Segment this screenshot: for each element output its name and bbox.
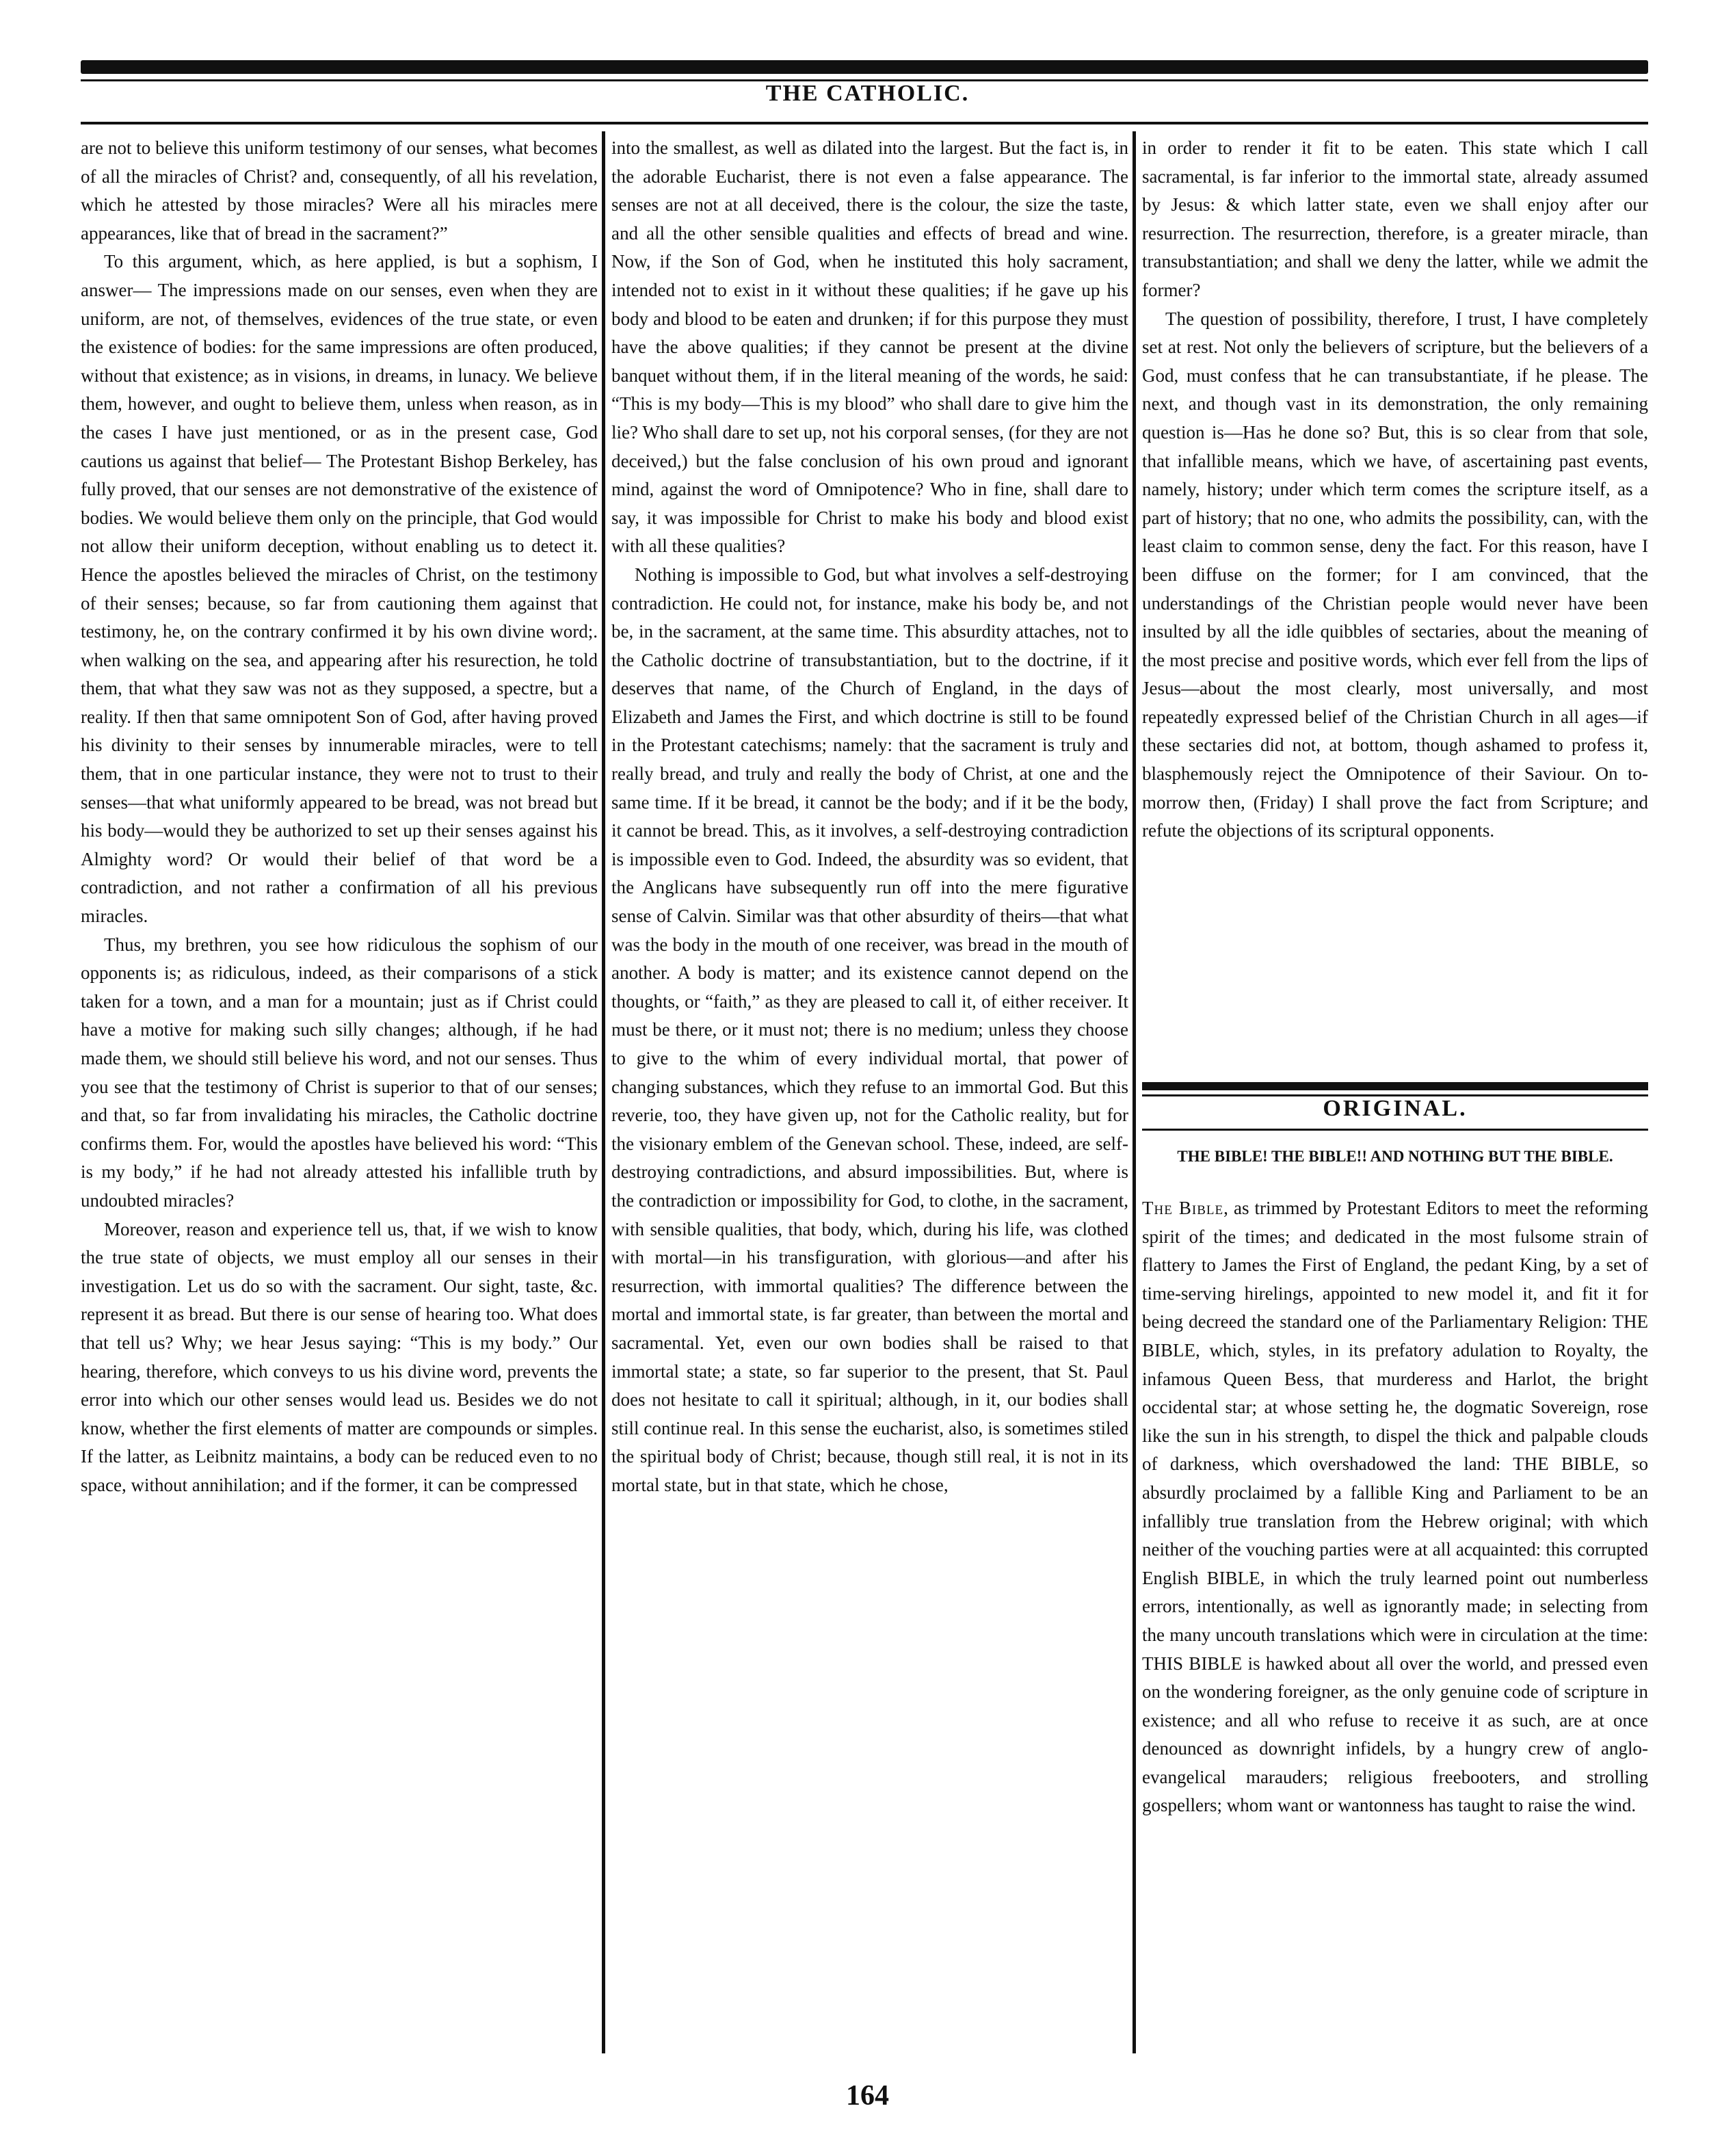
paragraph: Thus, my brethren, you see how ridiculous the sophism of our opponents is; as ridiculous, indeed, as their comparisons of a stick taken for a town, and a man for a mountain; just as if Christ could have a motive for making such silly changes; although, if he had made them, we should still believe his word, and not our senses. Thus you see that the testimony of Christ is superior to that of our senses; and that, so far from invalidating his miracles, the Catholic doctrine confirms them. For, would the apostles have believed his word: “This is my body,” if he had not already attested his infallible truth by undoubted miracles? (81, 934, 598, 1211)
column-divider-2 (1133, 131, 1136, 2053)
paragraph: The question of possibility, therefore, I trust, I have completely set at rest. Not only the believers of scripture, but the believers of a God, must confess that he can transubstantiate, if he please. The next, and though vast in its demonstration, the only remaining question is—Has he done so? But, this is so clear from that sole, that infallible means, which we have, of ascertaining past events, namely, history; under which term comes the scripture itself, as a part of history; that no one, who admits the possibility, can, with the least claim to common sense, deny the fact. For this reason, have I been diffuse on the former; for I am convinced, that the understandings of the Christian people would never have been insulted by all the idle quibbles of sectaries, about the meaning of the most precise and positive words, which ever fell from the lips of Jesus—about the most clearly, most universally, and most repeatedly expressed belief of the Christian Church in all ages—if these sectaries did not, at bottom, though ashamed to profess it, blasphemously reject the Omnipotence of their Saviour. On to-morrow then, (Friday) I shall prove the fact from Scripture; and refute the objections of its scriptural opponents. (1142, 308, 1648, 841)
paragraph: To this argument, which, as here applied, is but a sophism, I answer— The impressions made on our senses, even when they are uniform, are not, of themselves, evidences of the true state, or even the existence of bodies: for the same impressions are often produced, without that existence; as in visions, in dreams, in lunacy. We believe them, however, and ought to believe them, unless when reason, as in the cases I have just mentioned, or as in the present case, God cautions us against that belief— The Protestant Bishop Berkeley, has fully proved, that our senses are not demonstrative of the existence of bodies. We would believe them only on the principle, that God would not allow their uniform deception, without enabling us to detect it. Hence the apostles believed the miracles of Christ, on the testimony of their senses; because, so far from cautioning them against that testimony, he, on the contrary confirmed it by his own divine word;. when walking on the sea, and appearing after his resurection, he told them, that what they saw was not as they supposed, a spectre, but a reality. If then that same omnipotent Son of God, after having proved his divinity to their senses by innumerable miracles, were to tell them, that in one particular instance, they were not to trust to their senses—that what uniformly appeared to be bread, was not bread but his body—would they be authorized to set up their senses against his Almighty word? Or would their belief of that word be a contradiction, and not rather a confirmation of all his previous miracles. (81, 251, 598, 927)
paragraph: are not to believe this uniform testimony of our senses, what becomes of all the miracles of Christ? and, consequently, of all his revelation, which he attested by those miracles? Were all his miracles mere appearances, like that of bread in the sacrament?” (81, 137, 598, 244)
article-text: , as trimmed by Protestant Editors to meet the reforming spirit of the times; and dedicated in the most fulsome strain of flattery to James the First of England, the pedant King, by a set of time-serving hirelings, appointed to new model it, and fit it for being decreed the standard one of the Parliamentary Religion: THE BIBLE, which, styles, in its prefatory adulation to Royalty, the infamous Queen Bess, that murderess and Harlot, the bright occidental star; at whose setting he, the dogmatic Sovereign, rose like the sun in his strength, to dispel the thick and palpable clouds of darkness, which overshadowed the land: THE BIBLE, so absurdly proclaimed by a fallible King and Parliament to be an infallibly true translation from the Hebrew original; with which neither of the vouching parties were at all acquainted: this corrupted English BIBLE, in which the truly learned point out numberless errors, intentionally, as well as ignorantly made; in selecting from the many uncouth translations which were in circulation at the time: THIS BIBLE is hawked about all over the world, and pressed even on the wondering foreigner, as the only genuine code of scripture in existence; and all who refuse to receive it as such, are at once denounced as downright infidels, by a hungry crew of anglo-evangelical marauders; religious freebooters, and strolling gospellers; whom want or wantonness has taught to raise the wind. (1142, 1198, 1648, 1816)
column-2 (611, 134, 1128, 1500)
section-title: ORIGINAL. (1323, 1096, 1468, 1121)
section-title-rule (1142, 1129, 1648, 1131)
article-lead: The Bible (1142, 1198, 1224, 1218)
header-rule (81, 122, 1648, 124)
running-header-title: THE CATHOLIC. (765, 81, 970, 106)
paragraph: Moreover, reason and experience tell us, that, if we wish to know the true state of objects, we must employ all our senses in their investigation. Let us do so with the sacrament. Our sight, taste, &c. represent it as bread. But there is our sense of hearing too. What does that tell us? Why; we hear Jesus saying: “This is my body.” Our hearing, therefore, which conveys to us his divine word, prevents the error into which our other senses would lead us. Besides we do not know, whether the first elements of matter are compounds or simples. If the latter, as Leibnitz maintains, a body can be reduced even to no space, without annihilation; and if the former, it can be compressed (81, 1218, 598, 1495)
paragraph: into the smallest, as well as dilated into the largest. But the fact is, in the adorable Eucharist, there is not even a false appearance. The senses are not at all deceived, there is the colour, the size the taste, and all the other sensible qualities and effects of bread and wine. Now, if the Son of God, when he instituted this holy sacrament, intended not to exist in it without these qualities; if he gave up his body and blood to be eaten and drunken; if for this purpose they must have the above qualities; if they cannot be present at the divine banquet without them, if in the literal meaning of the words, he said: “This is my body—This is my blood” who shall dare to give him the lie? Who shall dare to set up, not his corporal senses, (for they are not deceived,) but the false conclusion of his own proud and ignorant mind, against the word of Omnipotence? Who in fine, shall dare to say, it was impossible for Christ to make his body and blood exist with all these qualities? (611, 137, 1128, 557)
article-paragraph (1142, 1194, 1648, 1820)
article-heading: THE BIBLE! THE BIBLE!! AND NOTHING BUT THE BIBLE. (1177, 1148, 1613, 1165)
column-divider-1 (602, 131, 605, 2053)
paragraph: Nothing is impossible to God, but what involves a self-destroying contradiction. He could not, for instance, make his body be, and not be, in the sacrament, at the same time. This absurdity attaches, not to the Catholic doctrine of transubstantiation, but to the doctrine, if it deserves that name, of the Church of England, in the days of Elizabeth and James the First, and which doctrine is still to be found in the Protestant catechisms; namely: that the sacrament is truly and really bread, and truly and really the body of Christ, at one and the same time. If it be bread, it cannot be the body; and if it be the body, it cannot be bread. This, as it involves, a self-destroying contradiction is impossible even to God. Indeed, the absurdity was so evident, that the Anglicans have subsequently run off into the mere figurative sense of Calvin. Similar was that other absurdity of theirs—that what was the body in the mouth of one receiver, was bread in the mouth of another. A body is matter; and its existence cannot depend on the thoughts, or “faith,” as they are pleased to call it, of either receiver. It must be there, or it must not; there is no medium; unless they choose to give to the whim of every individual mortal, that power of changing substances, which they refuse to an immortal God. But this reverie, too, they have given up, not for the Catholic reality, but for the visionary emblem of the Genevan school. These, indeed, are self-destroying contradictions, and absurd impossibilities. But, where is the contradiction or impossibility for God, to clothe, in the sacrament, with sensible qualities, that body, which, during his life, was clothed with mortal—in his transfiguration, with glorious—and after his resurrection, with immortal qualities? The difference between the mortal and immortal state, is far greater, than between the mortal and sacramental. Yet, even our own bodies shall be raised to that immortal state; a state, so far superior to the present, that St. Paul does not hesitate to call it spiritual; although, in it, our bodies shall still continue real. In this sense the eucharist, also, is sometimes stiled the spiritual body of Christ; because, though still real, it is not in its mortal state, but in that state, which he chose, (611, 564, 1128, 1495)
top-thick-rule (81, 60, 1648, 74)
paragraph: in order to render it fit to be eaten. This state which I call sacramental, is far inferior to the immortal state, already assumed by Jesus: & which latter state, even we shall enjoy after our resurrection. The resurrection, therefore, is a greater miracle, than transubstantiation; and shall we deny the latter, while we admit the former? (1142, 137, 1648, 300)
article-body (1142, 1194, 1648, 1820)
page-number: 164 (846, 2080, 889, 2112)
section-thick-rule (1142, 1082, 1648, 1090)
column-1 (81, 134, 598, 1500)
column-3 (1142, 134, 1648, 845)
